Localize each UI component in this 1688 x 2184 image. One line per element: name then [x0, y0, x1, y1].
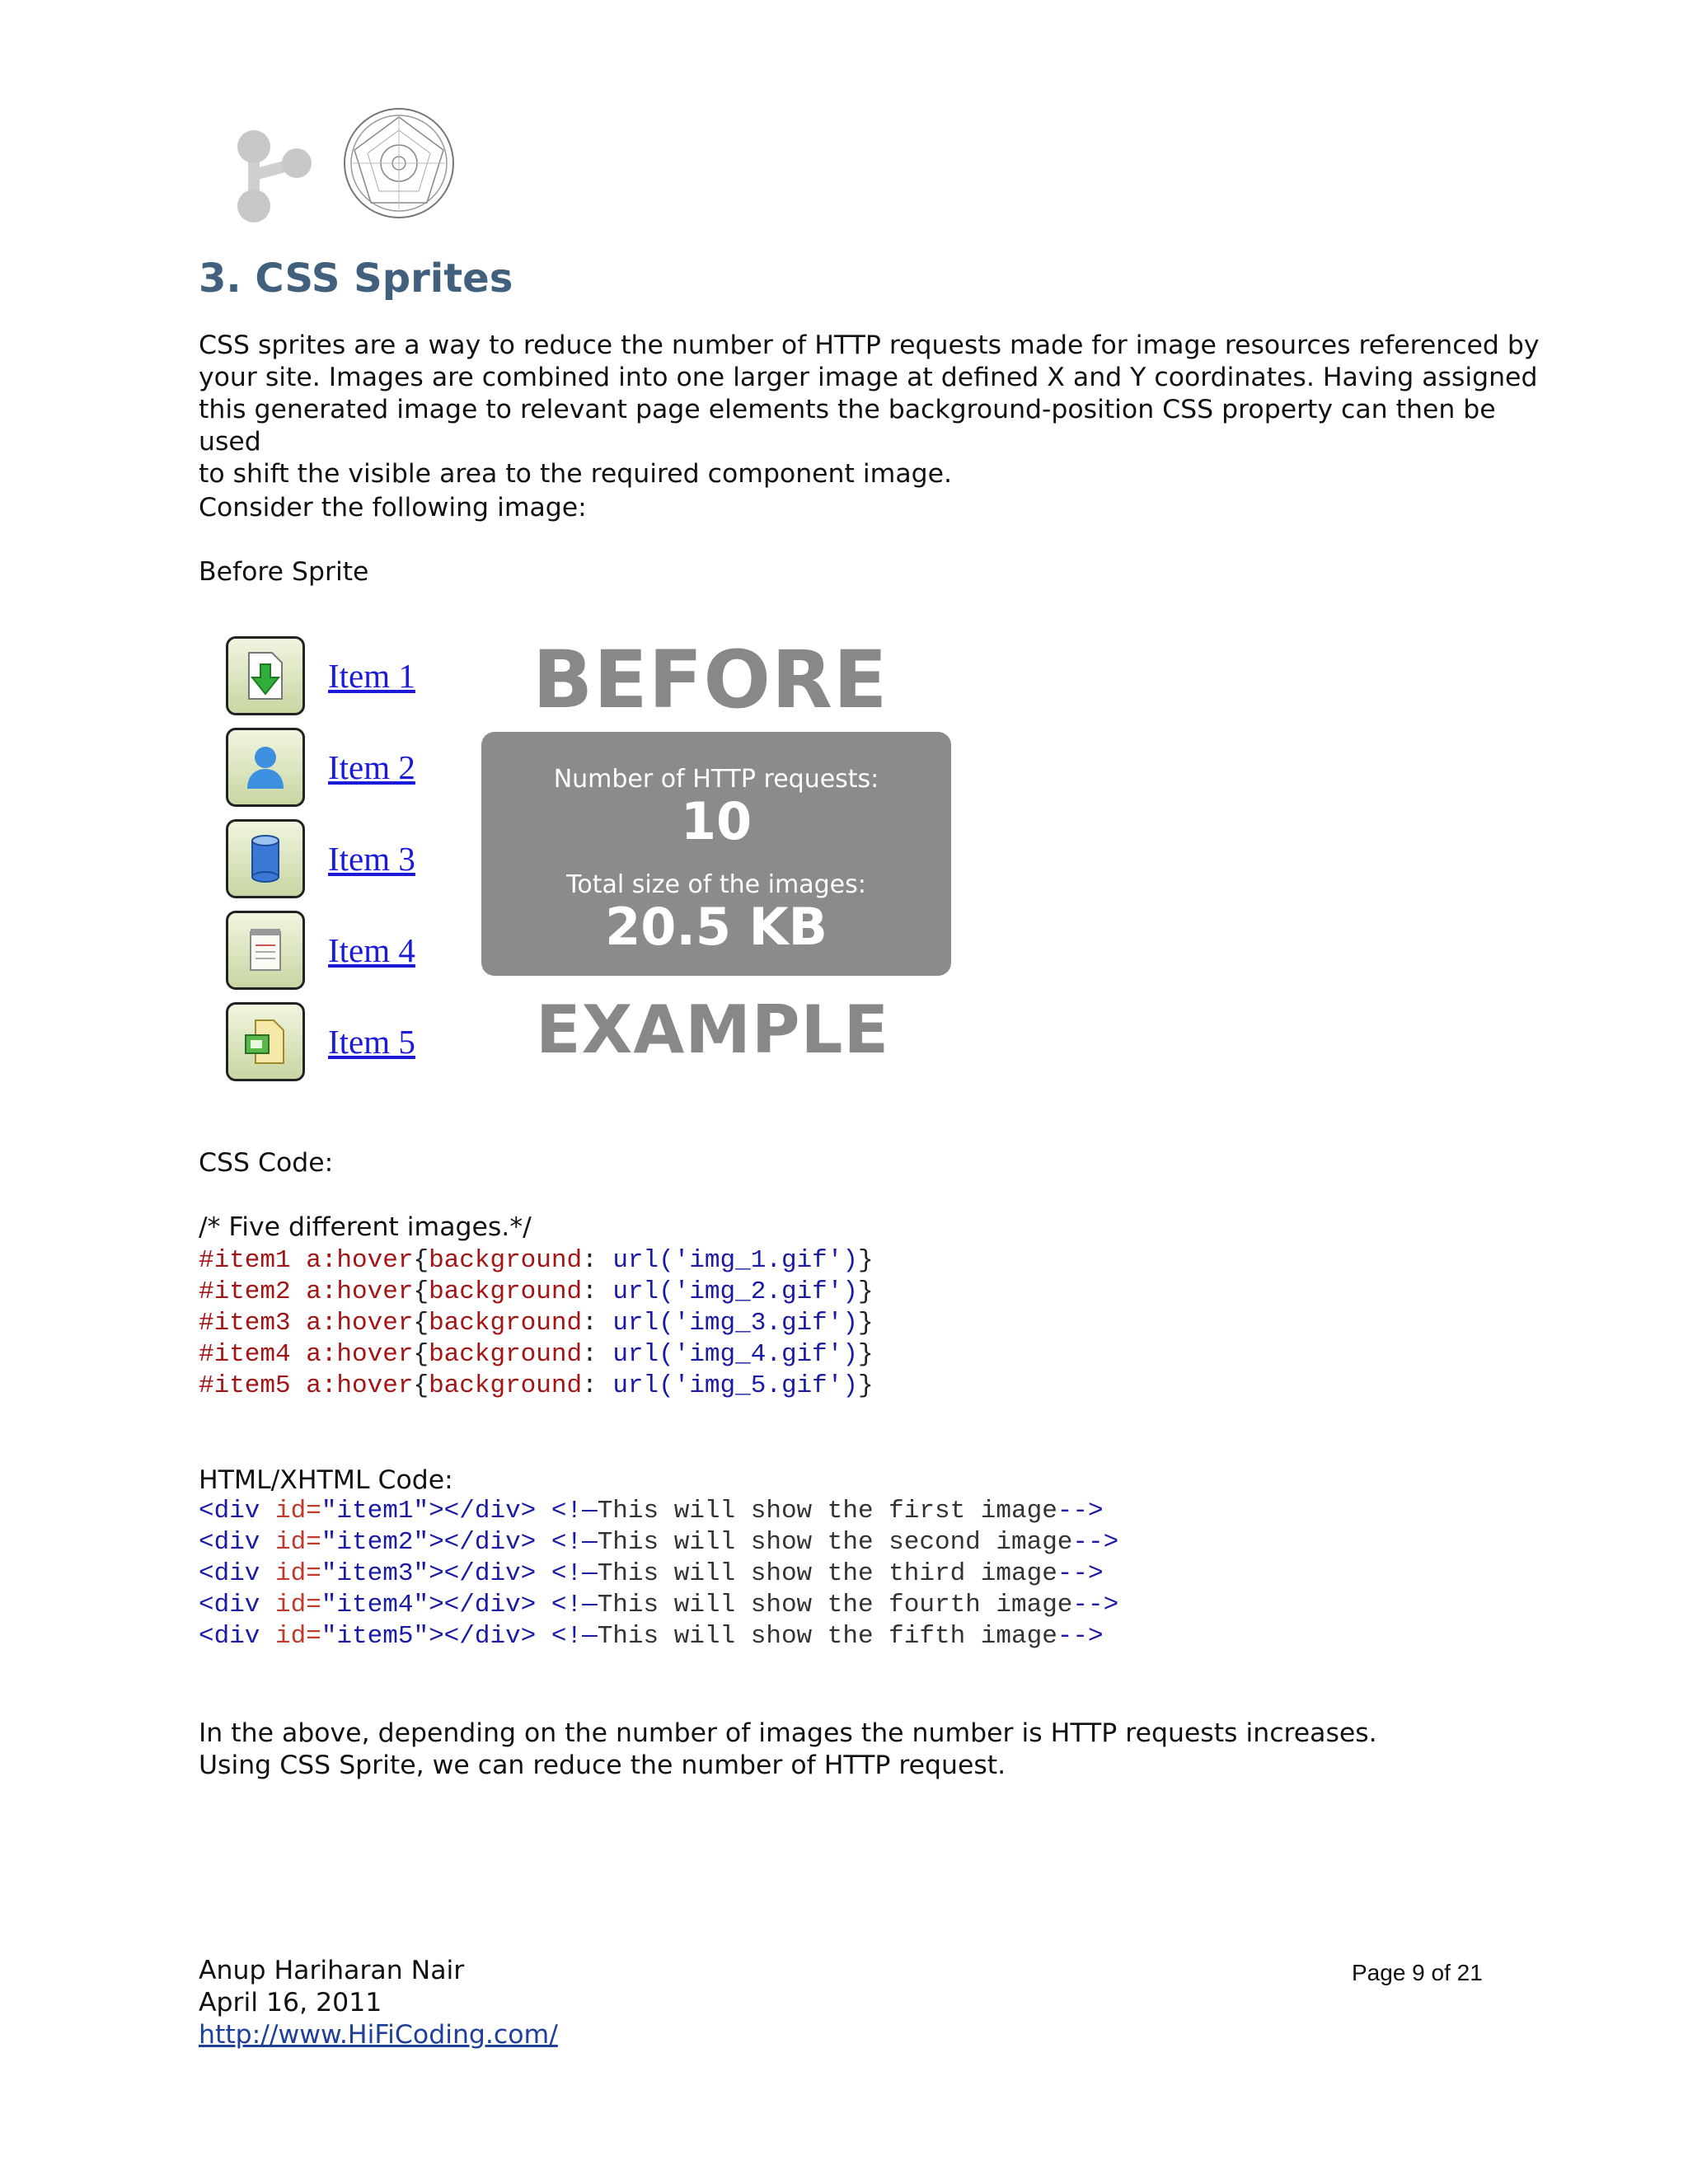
requests-value: 10 — [680, 791, 753, 851]
example-word: EXAMPLE — [536, 991, 890, 1068]
html-attribute: id= — [275, 1497, 321, 1526]
download-icon — [226, 636, 305, 715]
footer-url-link[interactable]: http://www.HiFiCoding.com/ — [199, 2020, 558, 2050]
before-sprite-figure — [213, 626, 954, 1088]
file-image-icon — [226, 1002, 305, 1081]
consider-text: Consider the following image: — [199, 493, 587, 523]
html-attribute-value: "item4" — [321, 1591, 429, 1619]
sprite-item-row[interactable] — [226, 635, 415, 717]
code-punctuation: } — [857, 1246, 874, 1275]
css-selector: #item2 a:hover — [199, 1277, 414, 1306]
css-code-label: CSS Code: — [199, 1148, 334, 1178]
stats-box — [481, 732, 951, 976]
sprite-item-row[interactable] — [226, 1001, 415, 1083]
code-punctuation: : — [582, 1246, 613, 1275]
html-code-line — [199, 1527, 1118, 1558]
page-number: Page 9 of 21 — [1352, 1960, 1483, 1985]
html-comment-close: --> — [1072, 1591, 1119, 1619]
css-code-line — [199, 1245, 874, 1277]
html-comment-open: <!— — [551, 1497, 598, 1526]
html-comment-text: This will show the third image — [597, 1559, 1057, 1588]
database-icon — [226, 819, 305, 898]
html-comment-close: --> — [1057, 1622, 1104, 1651]
outro-paragraph — [199, 1718, 1550, 1782]
css-property: background — [429, 1277, 583, 1306]
intro-line: CSS sprites are a way to reduce the number of HTTP requests made for image resources referenced by — [199, 330, 1540, 360]
css-code-block — [199, 1245, 874, 1402]
html-comment-open: <!— — [551, 1559, 598, 1588]
sprite-item-row[interactable] — [226, 726, 415, 808]
code-punctuation: { — [413, 1371, 429, 1400]
html-attribute-value: "item3" — [321, 1559, 429, 1588]
code-punctuation: : — [582, 1340, 613, 1369]
html-comment-text: This will show the fifth image — [597, 1622, 1057, 1651]
css-value: url('img_1.gif') — [612, 1246, 858, 1275]
code-punctuation: } — [857, 1371, 874, 1400]
item-link[interactable]: Item 3 — [328, 840, 415, 878]
html-comment-close: --> — [1072, 1528, 1119, 1557]
html-tag: <div — [199, 1528, 276, 1557]
before-sprite-label: Before Sprite — [199, 557, 369, 587]
html-code-block — [199, 1496, 1118, 1652]
code-punctuation: : — [582, 1309, 613, 1338]
seal-logo — [341, 105, 457, 221]
css-selector: #item1 a:hover — [199, 1246, 414, 1275]
html-tag: ></div> — [429, 1497, 551, 1526]
item-link[interactable]: Item 2 — [328, 748, 415, 786]
css-property: background — [429, 1246, 583, 1275]
html-comment-open: <!— — [551, 1622, 598, 1651]
css-selector: #item4 a:hover — [199, 1340, 414, 1369]
html-code-label: HTML/XHTML Code: — [199, 1465, 453, 1495]
css-code-line — [199, 1371, 874, 1402]
css-property: background — [429, 1309, 583, 1338]
html-attribute-value: "item5" — [321, 1622, 429, 1651]
footer-url-wrap — [199, 2019, 558, 2051]
requests-caption: Number of HTTP requests: — [553, 765, 879, 794]
sprite-item-row[interactable] — [226, 909, 415, 991]
css-value: url('img_5.gif') — [612, 1371, 858, 1400]
intro-line: to shift the visible area to the required component image. — [199, 459, 953, 489]
html-tag: <div — [199, 1559, 276, 1588]
code-punctuation: : — [582, 1277, 613, 1306]
html-code-line — [199, 1558, 1118, 1590]
code-punctuation: { — [413, 1277, 429, 1306]
code-punctuation: { — [413, 1340, 429, 1369]
css-property: background — [429, 1340, 583, 1369]
css-code-line — [199, 1339, 874, 1371]
html-comment-text: This will show the fourth image — [597, 1591, 1073, 1619]
code-punctuation: : — [582, 1371, 613, 1400]
user-icon — [226, 728, 305, 807]
css-value: url('img_3.gif') — [612, 1309, 858, 1338]
item-link[interactable]: Item 5 — [328, 1023, 415, 1061]
html-comment-close: --> — [1057, 1497, 1104, 1526]
html-comment-text: This will show the second image — [597, 1528, 1073, 1557]
css-selector: #item3 a:hover — [199, 1309, 414, 1338]
html-tag: ></div> — [429, 1591, 551, 1619]
css-code-line — [199, 1277, 874, 1308]
share-icon — [223, 124, 313, 223]
item-link[interactable]: Item 1 — [328, 657, 415, 695]
html-attribute: id= — [275, 1591, 321, 1619]
intro-line: your site. Images are combined into one larger image at defined X and Y coordinates. Having assigned — [199, 363, 1538, 392]
html-tag: <div — [199, 1622, 276, 1651]
html-attribute-value: "item1" — [321, 1497, 429, 1526]
css-property: background — [429, 1371, 583, 1400]
html-attribute: id= — [275, 1622, 321, 1651]
item-link[interactable]: Item 4 — [328, 931, 415, 969]
html-tag: <div — [199, 1591, 276, 1619]
html-comment-open: <!— — [551, 1528, 598, 1557]
intro-line: this generated image to relevant page elements the background-position CSS property can then be used — [199, 395, 1496, 457]
html-attribute: id= — [275, 1559, 321, 1588]
code-punctuation: } — [857, 1277, 874, 1306]
css-value: url('img_4.gif') — [612, 1340, 858, 1369]
html-attribute: id= — [275, 1528, 321, 1557]
html-tag: <div — [199, 1497, 276, 1526]
section-heading: 3. CSS Sprites — [199, 255, 513, 302]
html-code-line — [199, 1621, 1118, 1652]
intro-paragraph — [199, 330, 1550, 490]
outro-line: In the above, depending on the number of images the number is HTTP requests increases. — [199, 1718, 1377, 1748]
html-comment-text: This will show the first image — [597, 1497, 1057, 1526]
code-punctuation: } — [857, 1340, 874, 1369]
size-value: 20.5 KB — [605, 897, 828, 957]
before-word: BEFORE — [532, 634, 889, 726]
code-punctuation: } — [857, 1309, 874, 1338]
notepad-icon — [226, 911, 305, 990]
sprite-item-row[interactable] — [226, 818, 415, 900]
css-selector: #item5 a:hover — [199, 1371, 414, 1400]
html-tag: ></div> — [429, 1559, 551, 1588]
css-comment: /* Five different images.*/ — [199, 1212, 532, 1242]
html-code-line — [199, 1496, 1118, 1527]
code-punctuation: { — [413, 1309, 429, 1338]
css-code-line — [199, 1308, 874, 1339]
footer-date: April 16, 2011 — [199, 1988, 382, 2018]
css-value: url('img_2.gif') — [612, 1277, 858, 1306]
html-code-line — [199, 1590, 1118, 1621]
code-punctuation: { — [413, 1246, 429, 1275]
html-comment-open: <!— — [551, 1591, 598, 1619]
html-tag: ></div> — [429, 1622, 551, 1651]
html-tag: ></div> — [429, 1528, 551, 1557]
html-attribute-value: "item2" — [321, 1528, 429, 1557]
footer-author: Anup Hariharan Nair — [199, 1956, 465, 1985]
size-caption: Total size of the images: — [566, 870, 866, 899]
outro-line: Using CSS Sprite, we can reduce the number of HTTP request. — [199, 1750, 1006, 1780]
html-comment-close: --> — [1057, 1559, 1104, 1588]
